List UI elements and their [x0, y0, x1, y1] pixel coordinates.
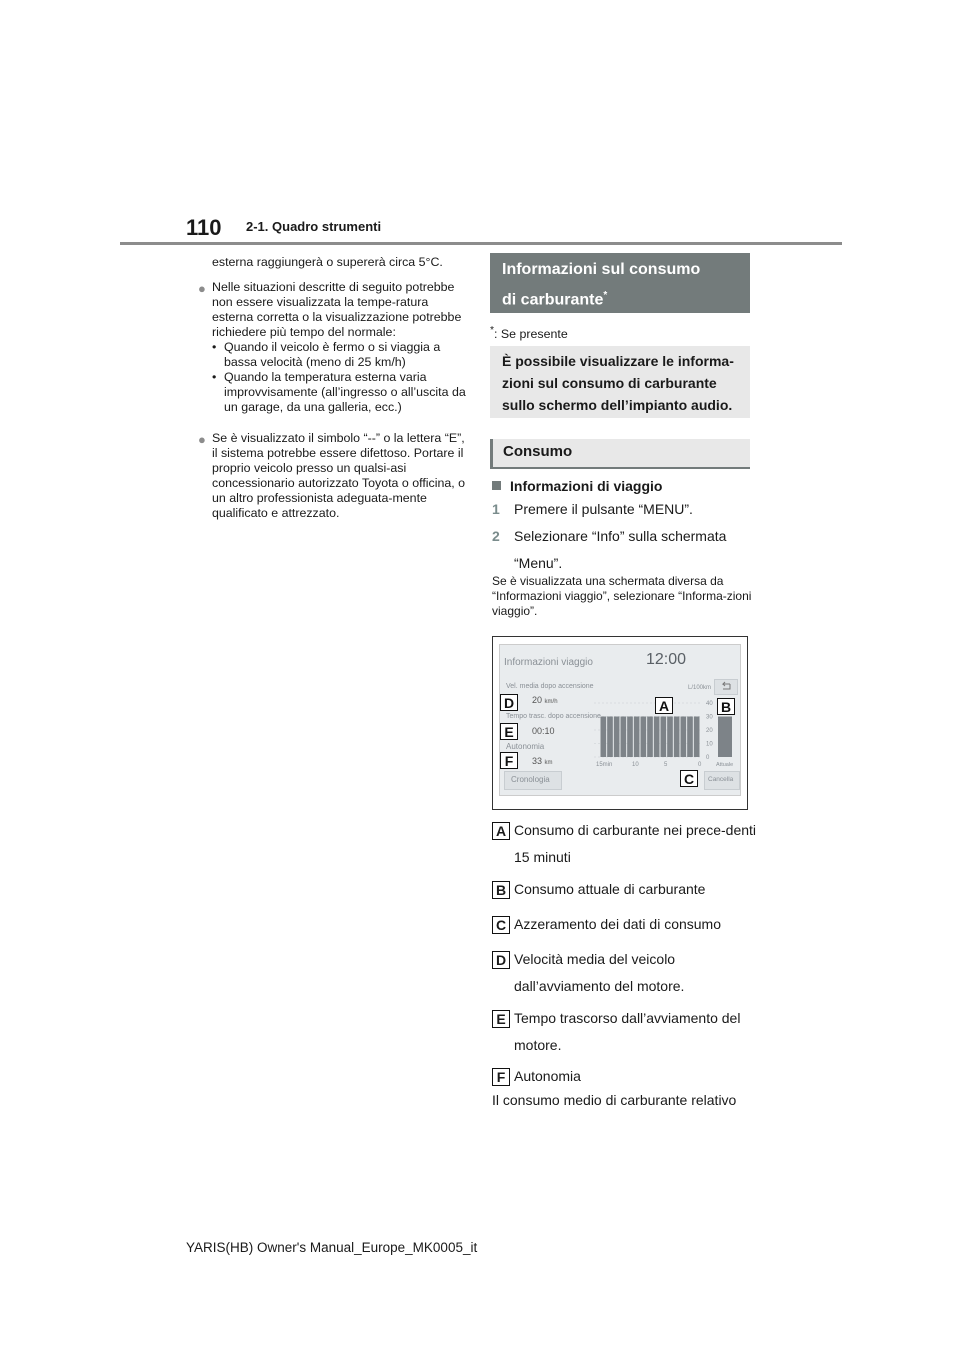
x-tick-label: 0: [698, 762, 702, 768]
range-value: 33 km: [532, 756, 553, 766]
consumption-bar: [621, 717, 627, 758]
consumption-bar: [674, 717, 680, 758]
sub-text: Quando il veicolo è fermo o si viaggia a bassa velocità (meno di 25 km/h): [224, 340, 441, 369]
callout-b: B: [717, 698, 735, 715]
consumption-bar: [614, 717, 620, 758]
legend-key: F: [492, 1068, 510, 1086]
callout-f: F: [500, 752, 518, 769]
callout-c: C: [680, 770, 698, 787]
consumption-bar: [667, 717, 673, 758]
callout-d: D: [500, 694, 518, 711]
y-tick-label: 20: [706, 728, 713, 734]
consumption-bar: [627, 717, 633, 758]
step-number: 1: [492, 501, 500, 517]
bullet-outside-temperature: [198, 280, 468, 415]
legend-item-f: [492, 1063, 762, 1090]
consumption-chart: [500, 645, 740, 795]
footer-manual-id: YARIS(HB) Owner's Manual_Europe_MK0005_it: [186, 1240, 478, 1255]
label-avg-speed: Vel. media dopo accensione: [506, 683, 594, 690]
consumption-bar: [647, 717, 653, 758]
legend-item-b: [492, 876, 762, 903]
consumption-bar: [601, 717, 607, 758]
consumption-bar: [687, 717, 693, 758]
step-1: [492, 496, 752, 523]
x-tick-label: 5: [664, 762, 668, 768]
current-consumption-bar: [718, 717, 732, 758]
step-2: [492, 523, 752, 577]
consumption-bar: [607, 717, 613, 758]
header-divider: [120, 242, 842, 245]
y-tick-label: 40: [706, 701, 713, 707]
consumption-bar: [634, 717, 640, 758]
box-title-asterisk: *: [603, 290, 608, 301]
box-title-line2: di carburante: [502, 291, 604, 309]
current-label: Attuale: [716, 762, 734, 768]
legend-item-a: [492, 817, 762, 871]
subhead-text: Informazioni di viaggio: [510, 478, 663, 494]
sub-item: [212, 370, 468, 415]
legend-key: D: [492, 951, 510, 969]
consumption-bar: [694, 717, 700, 758]
legend-item-c: [492, 911, 762, 938]
footnote-mark: *: [490, 325, 495, 336]
consumption-bar: [681, 717, 687, 758]
bullet-dot-icon: ●: [198, 432, 206, 447]
legend-item-d: [492, 946, 762, 1000]
sub-item: [212, 340, 468, 370]
subhead-trip-info: [492, 478, 662, 494]
x-tick-label: 15min: [596, 762, 613, 768]
sub-text: Quando la temperatura esterna varia improvvisamente (all’ingresso o all’uscita da un garage, da una galleria, ecc.): [224, 370, 466, 414]
page-number: 110: [186, 215, 222, 240]
step-number: 2: [492, 528, 500, 544]
y-tick-label: 30: [706, 714, 713, 721]
legend-text: Consumo attuale di carburante: [514, 881, 706, 897]
section-head-consumo: Consumo: [490, 439, 750, 469]
screen-title: Informazioni viaggio: [504, 657, 593, 668]
consumption-bar: [654, 717, 660, 758]
legend-item-e: [492, 1005, 762, 1059]
bullet-malfunction: [198, 431, 468, 521]
section-title: 2-1. Quadro strumenti: [246, 219, 382, 234]
consumption-bar: [661, 717, 667, 758]
legend-key: A: [492, 822, 510, 840]
footnote-text: : Se presente: [494, 327, 568, 342]
legend-text: Consumo di carburante nei prece-denti 15 minuti: [514, 822, 757, 865]
sub-marker: •: [212, 340, 217, 354]
label-range: Autonomia: [506, 742, 545, 751]
intro-text: esterna raggiungerà o supererà circa 5°C.: [212, 255, 443, 269]
legend-text: Tempo trascorso dall’avviamento del motore.: [514, 1010, 741, 1053]
label-elapsed-time: Tempo trasc. dopo accensione: [506, 713, 601, 720]
screen-clock: 12:00: [646, 651, 687, 668]
history-button-label: Cronologia: [511, 775, 550, 784]
section-box-fuel-info: [490, 253, 750, 313]
box-title-line1: Informazioni sul consumo: [502, 261, 701, 278]
legend-key: C: [492, 916, 510, 934]
legend-key: B: [492, 881, 510, 899]
legend-text: Autonomia: [514, 1068, 581, 1084]
bullet-item: [198, 431, 468, 521]
time-value: 00:10: [532, 726, 555, 736]
square-bullet-icon: [492, 481, 501, 490]
step-text: Selezionare “Info” sulla schermata “Menu”.: [514, 528, 727, 571]
clear-button-label: Cancella: [708, 776, 734, 783]
bullet-text: Nelle situazioni descritte di seguito potrebbe non essere visualizzata la tempe-ratura esterna corretta o la visualizzazione potrebbe richiedere più tempo del normale:: [212, 280, 462, 339]
info-box: È possibile visualizzare le informa-zioni sul consumo di carburante sullo schermo dell’impianto audio.: [490, 346, 750, 418]
callout-e: E: [500, 723, 518, 740]
tail-text: Il consumo medio di carburante relativo: [492, 1092, 737, 1108]
speed-value: 20 km/h: [532, 695, 558, 705]
y-tick-label: 0: [706, 755, 710, 761]
bullet-dot-icon: ●: [198, 281, 206, 296]
callout-a: A: [655, 697, 673, 714]
consumption-bar: [641, 717, 647, 758]
footnote: [490, 325, 568, 341]
sub-marker: •: [212, 370, 217, 384]
legend-text: Velocità media del veicolo dall’avviamento del motore.: [514, 951, 685, 994]
audio-screen: [499, 644, 741, 796]
x-tick-label: 10: [632, 762, 639, 768]
y-tick-label: 10: [706, 741, 713, 748]
note-text: Se è visualizzata una schermata diversa da “Informazioni viaggio”, selezionare “Informa-zioni viaggio”.: [492, 574, 752, 618]
legend-key: E: [492, 1010, 510, 1028]
bullet-item: [198, 280, 468, 340]
bullet-text: Se è visualizzato il simbolo “--” o la lettera “E”, il sistema potrebbe essere difettoso. Portare il proprio veicolo presso un qualsi-asi concessionario autorizzato Toyota o officina, o un altro professionista adeguata-mente qualificato e attrezzato.: [212, 431, 466, 520]
legend-text: Azzeramento dei dati di consumo: [514, 916, 721, 932]
unit-consumption: L/100km: [688, 685, 712, 691]
step-text: Premere il pulsante “MENU”.: [514, 501, 693, 517]
